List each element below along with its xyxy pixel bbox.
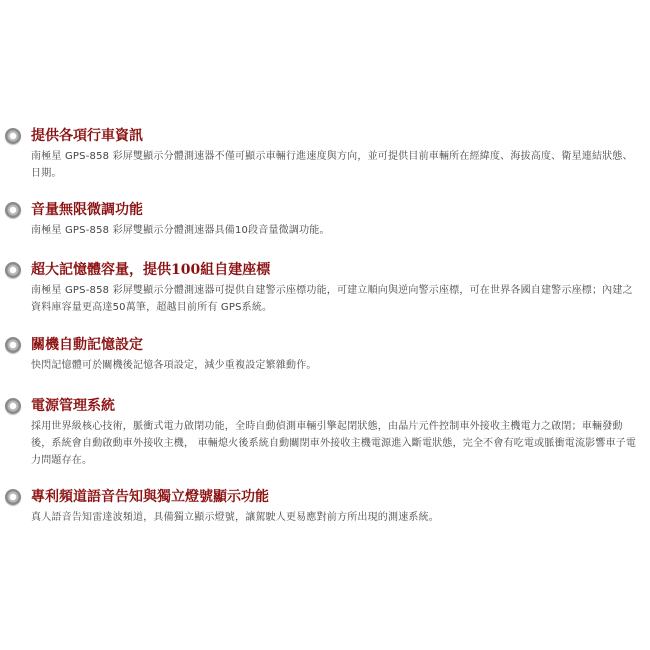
radio-bullet-icon [5, 202, 21, 218]
radio-bullet-icon [5, 128, 21, 144]
radio-bullet-icon [5, 337, 21, 353]
feature-description: 南極星 GPS-858 彩屏雙顯示分體測速器具備10段音量微調功能。 [31, 225, 330, 236]
feature-description: 南極星 GPS-858 彩屏雙顯示分體測速器不僅可顯示車輛行進速度與方向，並可提供目前車輛所在經緯度、海拔高度、衛星連結狀態、日期。 [31, 151, 633, 179]
feature-title: 音量無限微調功能 [31, 202, 143, 218]
radio-bullet-icon [5, 489, 21, 505]
feature-description: 南極星 GPS-858 彩屏雙顯示分體測速器可提供自建警示座標功能，可建立順向與逆向警示座標，可在世界各國自建警示座標；內建之資料庫容量更高達50萬筆，超越目前所有 GPS系統。 [31, 285, 633, 313]
feature-description: 採用世界級核心技術，脈衝式電力啟閉功能，全時自動偵測車輛引擎起閉狀態，由晶片元件控制車外接收主機電力之啟閉；車輛發動後，系統會自動啟動車外接收主機， 車輛熄火後系統自動關閉車外接收主機電源進入斷電狀態，完全不會有吃電或脈衝電流影響車子電力問題存在。 [31, 421, 637, 466]
feature-title: 關機自動記憶設定 [31, 337, 143, 353]
radio-bullet-icon [5, 398, 21, 414]
feature-title: 超大記憶體容量，提供100組自建座標 [31, 262, 271, 278]
feature-title: 專利頻道語音告知與獨立燈號顯示功能 [31, 489, 269, 505]
radio-bullet-icon [5, 262, 21, 278]
feature-title: 提供各項行車資訊 [31, 128, 143, 144]
feature-description: 真人語音告知雷達波頻道，具備獨立顯示燈號，讓駕駛人更易應對前方所出現的測速系統。 [31, 512, 439, 523]
feature-title: 電源管理系統 [31, 398, 115, 414]
feature-description: 快閃記憶體可於關機後記憶各項設定，減少重複設定繁雜動作。 [31, 360, 317, 371]
